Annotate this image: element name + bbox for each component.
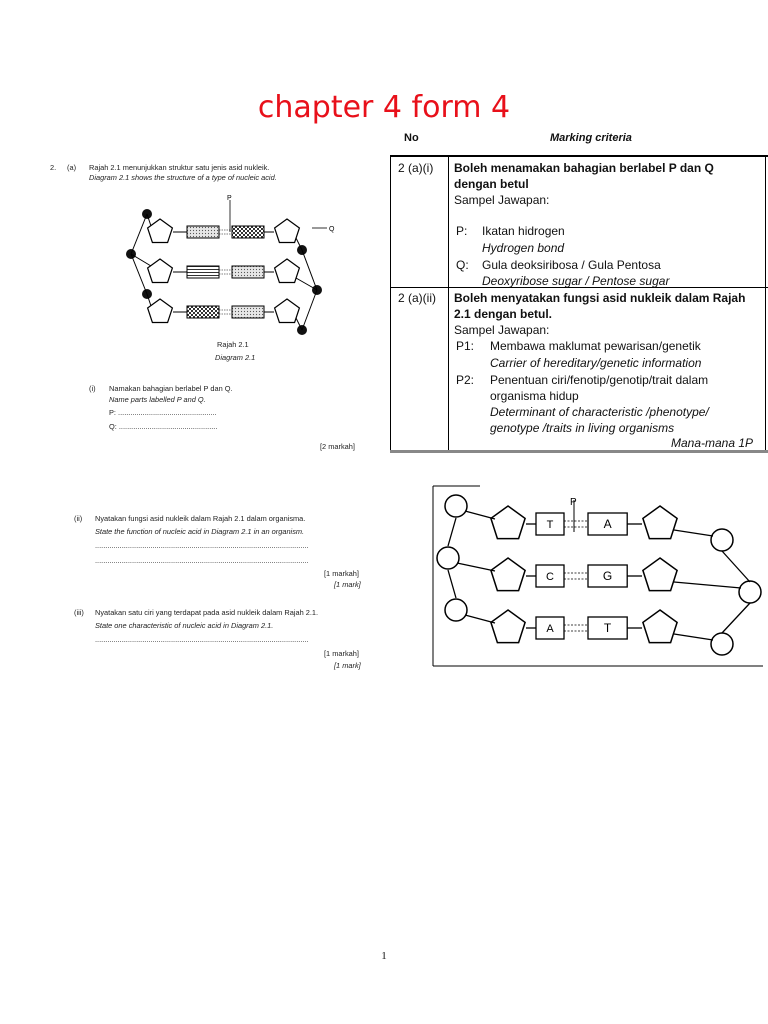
- diagram-caption-en: Diagram 2.1: [215, 353, 256, 362]
- bond-line: [674, 530, 713, 536]
- sugar-pentagon: [491, 506, 525, 539]
- backbone-line: [302, 290, 317, 330]
- page-number: 1: [381, 950, 387, 962]
- base-block: [232, 306, 264, 318]
- row-note: Mana-mana 1P: [671, 436, 754, 450]
- answer-line: ........................................................................................................: [95, 635, 309, 644]
- sugar-pentagon: [275, 259, 300, 283]
- answer-ms: Gula deoksiribosa / Gula Pentosa: [482, 258, 661, 272]
- sub-question-number: (i): [89, 384, 96, 393]
- sub-question-ms: Namakan bahagian berlabel P dan Q.: [109, 384, 233, 393]
- phosphate-circle: [711, 529, 733, 551]
- base-block: [187, 306, 219, 318]
- question-stem-en: Diagram 2.1 shows the structure of a type of nucleic acid.: [89, 173, 277, 182]
- base-letter: C: [546, 571, 554, 583]
- sugar-pentagon: [148, 219, 173, 243]
- sugar-pentagon: [643, 610, 677, 643]
- question-stem-ms: Rajah 2.1 menunjukkan struktur satu jenis asid nukleik.: [89, 163, 270, 172]
- question-top-panel: [27, 150, 367, 455]
- answer-label: P:: [456, 224, 468, 238]
- phosphate-circle: [437, 547, 459, 569]
- answer-en: Determinant of characteristic /phenotype/: [490, 405, 709, 419]
- sub-question-number: (iii): [74, 608, 84, 617]
- base-letter: G: [602, 569, 613, 583]
- backbone-line: [722, 551, 750, 582]
- label-p: P: [570, 497, 577, 508]
- marks-label: [2 markah]: [320, 442, 355, 451]
- sugar-pentagon: [148, 299, 173, 323]
- bond-line: [296, 278, 317, 290]
- marks-label-en: [1 mark]: [334, 661, 361, 670]
- base-block: [232, 226, 264, 238]
- table-column-divider: [448, 155, 449, 451]
- base-letter: A: [546, 623, 554, 635]
- bond-line: [465, 615, 495, 623]
- sugar-pentagon: [275, 299, 300, 323]
- sub-question-en: State one characteristic of nucleic acid in Diagram 2.1.: [95, 621, 274, 630]
- sugar-pentagon: [275, 219, 300, 243]
- answer-line: ........................................................................................................: [95, 541, 309, 550]
- sub-question-en: Name parts labelled P and Q.: [109, 395, 206, 404]
- backbone-line: [131, 214, 147, 254]
- sub-question-ms: Nyatakan satu ciri yang terdapat pada asid nukleik dalam Rajah 2.1.: [95, 608, 319, 617]
- diagram-caption-ms: Rajah 2.1: [217, 340, 249, 349]
- bond-line: [674, 634, 713, 640]
- answer-en: Carrier of hereditary/genetic information: [490, 356, 702, 370]
- question-number: 2.: [50, 163, 57, 172]
- sugar-pentagon: [643, 506, 677, 539]
- header-no: No: [404, 132, 419, 144]
- backbone-line: [448, 570, 456, 598]
- question-bottom-panel: [40, 500, 370, 680]
- header-criteria: Marking criteria: [550, 132, 632, 144]
- base-block: [187, 226, 219, 238]
- backbone-line: [722, 603, 750, 633]
- bond-line: [465, 511, 495, 519]
- phosphate-circle: [739, 581, 761, 603]
- backbone-line: [302, 250, 317, 290]
- sub-question-en: State the function of nucleic acid in Diagram 2.1 in an organism.: [95, 527, 305, 536]
- sugar-pentagon: [148, 259, 173, 283]
- dna-rows: [437, 495, 761, 655]
- base-letter: T: [546, 519, 554, 531]
- row-heading-cont: 2.1 dengan betul.: [454, 307, 553, 321]
- table-top-border: [390, 155, 768, 157]
- base-block: [232, 266, 264, 278]
- phosphate-circle: [445, 599, 467, 621]
- row-number: 2 (a)(i): [398, 161, 434, 175]
- answer-line-q: Q: ................................................: [109, 422, 218, 431]
- table-right-border: [765, 155, 766, 451]
- answer-ms: Ikatan hidrogen: [482, 224, 565, 238]
- page-title: chapter 4 form 4: [257, 90, 511, 125]
- answer-en: Deoxyribose sugar / Pentose sugar: [482, 274, 670, 288]
- answer-en-cont: genotype /traits in living organisms: [490, 421, 675, 435]
- base-letter: A: [603, 517, 612, 531]
- table-left-border: [390, 155, 391, 451]
- answer-line-p: P: ................................................: [109, 408, 217, 417]
- phosphate-circle: [711, 633, 733, 655]
- phosphate-circle: [445, 495, 467, 517]
- answer-label: P2:: [456, 373, 475, 387]
- answer-en: Hydrogen bond: [482, 241, 565, 255]
- dna-diagram-panel: [428, 482, 768, 672]
- nucleic-acid-diagram: [27, 190, 367, 390]
- base-letter: T: [603, 621, 612, 635]
- row-number: 2 (a)(ii): [398, 291, 436, 305]
- label-q: Q: [329, 226, 335, 233]
- dna-diagram: [428, 482, 768, 672]
- answer-ms: Membawa maklumat pewarisan/genetik: [490, 339, 701, 353]
- answer-label: P1:: [456, 339, 475, 353]
- answer-ms-cont: organisma hidup: [490, 389, 579, 403]
- marks-label: [1 markah]: [324, 649, 359, 658]
- sub-question-ms: Nyatakan fungsi asid nukleik dalam Rajah 2.1 dalam organisma.: [95, 514, 306, 523]
- bond-line: [131, 254, 151, 266]
- sample-answer-label: Sampel Jawapan:: [454, 193, 550, 207]
- sample-answer-label: Sampel Jawapan:: [454, 323, 550, 337]
- row-heading-cont: dengan betul: [454, 177, 529, 191]
- row-heading: Boleh menamakan bahagian berlabel P dan Q: [454, 161, 714, 175]
- answer-line: ........................................................................................................: [95, 556, 309, 565]
- sub-question-number: (ii): [74, 514, 83, 523]
- backbone-line: [131, 254, 147, 294]
- label-p: P: [227, 195, 232, 202]
- bond-line: [674, 582, 741, 588]
- sugar-pentagon: [491, 558, 525, 591]
- marks-label: [1 markah]: [324, 569, 359, 578]
- answer-label: Q:: [456, 258, 469, 272]
- bond-line: [457, 563, 495, 571]
- sugar-pentagon: [643, 558, 677, 591]
- marks-label-en: [1 mark]: [334, 580, 361, 589]
- backbone-line: [448, 518, 456, 546]
- marking-scheme-table: [390, 132, 768, 455]
- row-heading: Boleh menyatakan fungsi asid nukleik dalam Rajah: [454, 291, 746, 305]
- diagram-rows: [126, 209, 322, 335]
- question-part: (a): [67, 163, 77, 172]
- base-block: [187, 266, 219, 278]
- sugar-pentagon: [491, 610, 525, 643]
- answer-ms: Penentuan ciri/fenotip/genotip/trait dalam: [490, 373, 709, 387]
